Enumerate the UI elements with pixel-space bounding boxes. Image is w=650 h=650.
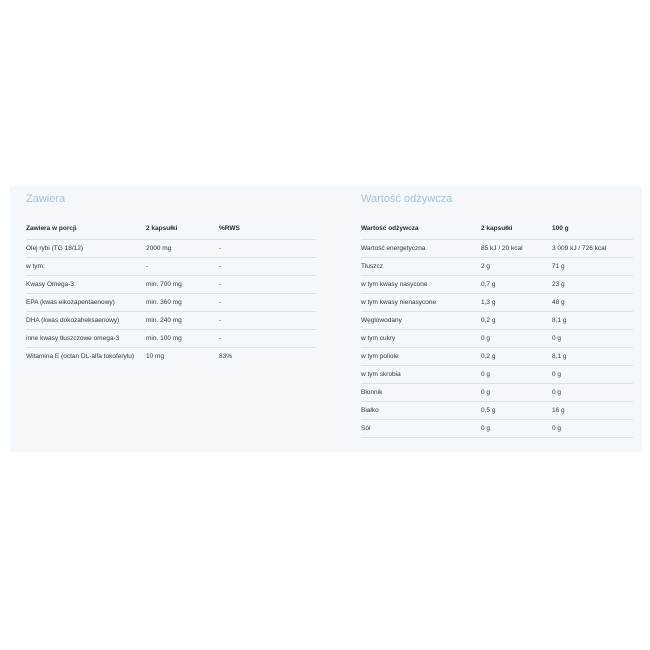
table-row [26,329,316,347]
amount-per-serving: - [146,257,219,275]
table-row [361,329,633,347]
nutrient-name: Sól [361,419,481,437]
per-serving-value: 0 g [481,329,552,347]
per-serving-value: 0,7 g [481,275,552,293]
per-serving-value: 0,2 g [481,347,552,365]
ingredient-name: Olej rybi (TG 18/12) [26,239,146,257]
nutrient-name: Błonnik [361,383,481,401]
table-row [361,239,633,257]
table-row [361,365,633,383]
supplement-info-panel [10,186,642,452]
per-100g-value: 0 g [552,329,633,347]
nutrition-header-row [361,220,633,239]
nutrient-name: w tym kwasy nasycone [361,275,481,293]
table-row [361,275,633,293]
amount-per-serving: min. 700 mg [146,275,219,293]
nutrient-name: w tym cukry [361,329,481,347]
per-serving-value: 0 g [481,365,552,383]
table-row [361,383,633,401]
table-row [361,347,633,365]
per-serving-value: 0,5 g [481,401,552,419]
nutrient-name: Węglowodany [361,311,481,329]
amount-per-serving: 10 mg [146,352,165,360]
table-row [361,257,633,275]
per-100g-value: 0 g [552,419,633,437]
per-100g-value: 16 g [552,401,633,419]
per-serving-value: 85 kJ / 20 kcal [481,239,552,257]
nutrition-table [361,220,633,438]
column-header: Zawiera w porcji [26,220,146,239]
per-serving-value: 1,3 g [481,293,552,311]
table-row [26,275,316,293]
ingredient-name: inne kwasy tłuszczowe omega-3 [26,329,146,347]
per-100g-value: 0 g [552,383,633,401]
rws-percent: - [219,311,316,329]
column-header: %RWS [219,220,316,239]
ingredient-name: Kwasy Omega-3: [26,275,146,293]
rws-percent: - [219,239,316,257]
rws-percent: - [219,257,316,275]
per-serving-value: 2 g [481,257,552,275]
contains-header-row [26,220,316,239]
amount-per-serving: 2000 mg [146,239,219,257]
table-row [26,239,316,257]
nutrient-name: Tłuszcz [361,257,481,275]
table-row [361,293,633,311]
rws-percent: 83% [219,352,233,360]
per-100g-value: 23 g [552,275,633,293]
amount-per-serving: min. 240 mg [146,311,219,329]
per-100g-value: 3 009 kJ / 726 kcal [552,239,633,257]
per-100g-value: 8,1 g [552,347,633,365]
per-serving-value: 0 g [481,383,552,401]
rws-percent: - [219,275,316,293]
per-100g-value: 48 g [552,293,633,311]
ingredient-name: w tym: [26,257,146,275]
contains-table [26,220,316,376]
nutrition-title: Wartość odżywcza [361,193,453,205]
table-row [26,347,316,376]
nutrient-name: Białko [361,401,481,419]
table-row [26,293,316,311]
nutrient-name: w tym poliole [361,347,481,365]
column-header: 2 kapsułki [481,220,552,239]
nutrient-name: w tym kwasy nienasycone [361,293,481,311]
per-serving-value: 0,2 g [481,311,552,329]
rws-percent: - [219,293,316,311]
column-header: Wartość odżywcza [361,220,481,239]
table-row [361,401,633,419]
table-row [26,311,316,329]
per-100g-value: 0 g [552,365,633,383]
ingredient-name: EPA (kwas eikozapentaenowy) [26,293,146,311]
column-header: 100 g [552,220,633,239]
table-row [26,257,316,275]
amount-per-serving: min. 360 mg [146,293,219,311]
table-row [361,311,633,329]
amount-per-serving: min. 100 mg [146,329,219,347]
nutrient-name: w tym skrobia [361,365,481,383]
per-serving-value: 0 g [481,419,552,437]
per-100g-value: 71 g [552,257,633,275]
column-header: 2 kapsułki [146,220,219,239]
table-row [361,419,633,437]
ingredient-name: DHA (kwas dokozaheksaenowy) [26,311,146,329]
ingredient-name: Witamina E (octan DL-alfa tokoferylu) [26,352,135,360]
per-100g-value: 8,1 g [552,311,633,329]
contains-title: Zawiera [26,193,66,205]
rws-percent: - [219,329,316,347]
nutrient-name: Wartość energetyczna [361,239,481,257]
